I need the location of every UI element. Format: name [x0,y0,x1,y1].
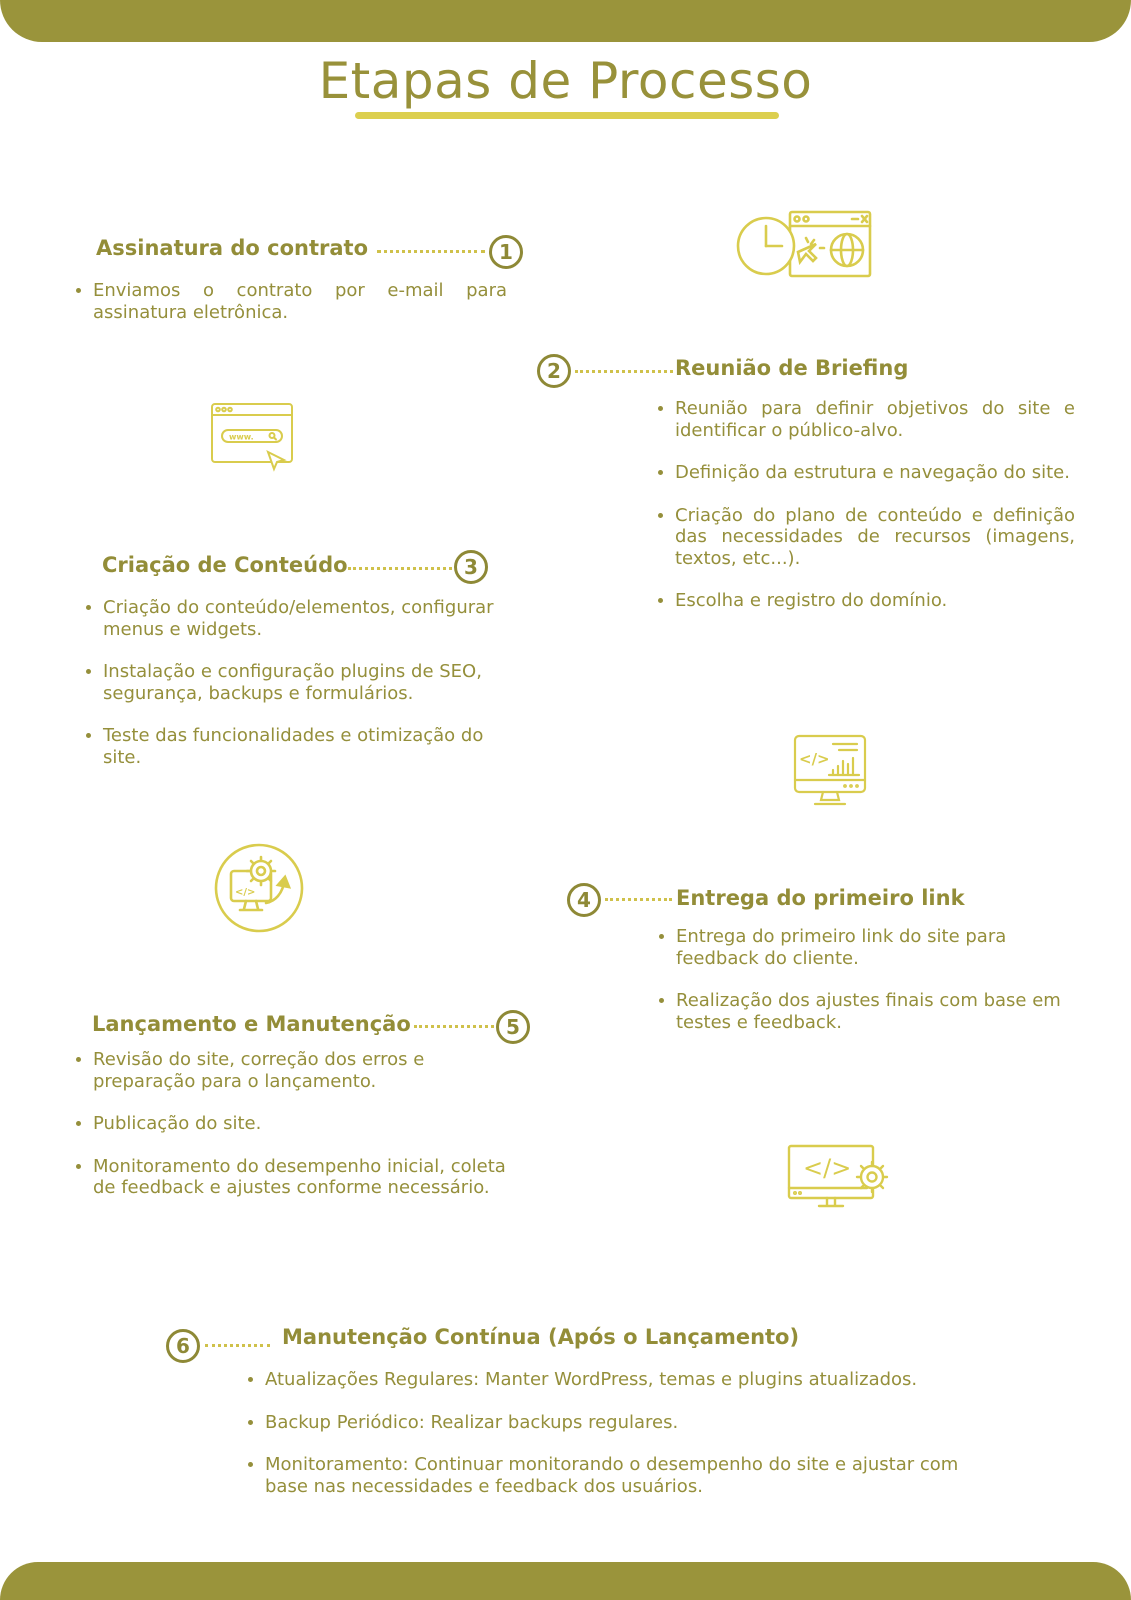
list-item: • Criação do plano de conteúdo e definição das necessidades de recursos (imagens, textos, etc...). [675,505,1075,570]
list-item: • Realização dos ajustes finais com base em testes e feedback. [676,990,1086,1033]
step-5-number: 5 [496,1010,530,1044]
list-item: • Revisão do site, correção dos erros e preparação para o lançamento. [93,1049,513,1092]
list-item: • Backup Periódico: Realizar backups regulares. [265,1412,1005,1434]
step-1-connector [377,250,485,253]
step-2-connector [575,370,673,373]
step-5-list [70,1049,513,1220]
svg-text:</>: </> [799,750,830,768]
step-4-number: 4 [567,883,601,917]
svg-text:</>: </> [235,887,256,898]
step-1-title: Assinatura do contrato [96,236,369,260]
browser-www-search-icon [210,402,294,474]
list-item: • Atualizações Regulares: Manter WordPress, temas e plugins atualizados. [265,1369,1005,1391]
step-3-connector [348,567,452,570]
step-6-connector [205,1344,270,1347]
monitor-code-chart-icon [793,734,867,808]
step-2-title: Reunião de Briefing [675,356,909,380]
step-5-title: Lançamento e Manutenção [92,1012,411,1036]
list-item: • Entrega do primeiro link do site para feedback do cliente. [676,926,1086,969]
step-4-connector [605,898,672,901]
list-item: • Monitoramento do desempenho inicial, coleta de feedback e ajustes conforme necessário. [93,1156,513,1199]
step-2-list [652,398,1075,633]
list-item: • Definição da estrutura e navegação do site. [675,462,1075,484]
step-6-title: Manutenção Contínua (Após o Lançamento) [282,1325,800,1349]
step-6-list [242,1369,1005,1518]
list-item: • Criação do conteúdo/elementos, configurar menus e widgets. [103,597,523,640]
list-item: • Reunião para definir objetivos do site e identificar o público-alvo. [675,398,1075,441]
step-3-list [80,597,523,789]
monitor-gear-arrow-circle-icon [214,843,304,933]
page-title: Etapas de Processo [318,52,813,110]
svg-text:</>: </> [803,1154,852,1182]
list-item: • Enviamos o contrato por e-mail para assinatura eletrônica. [93,280,507,323]
step-4-title: Entrega do primeiro link [676,886,965,910]
list-item: • Monitoramento: Continuar monitorando o desempenho do site e ajustar com base nas necessidades e feedback dos usuários. [265,1454,1005,1497]
step-5-connector [414,1025,494,1028]
clock-browser-globe-icon [736,210,874,282]
step-3-title: Criação de Conteúdo [102,553,348,577]
title-underline [355,112,779,119]
svg-text:www.: www. [229,432,254,442]
step-4-list [653,926,1086,1054]
bottom-band [0,1562,1131,1600]
step-1-number: 1 [489,235,523,269]
list-item: • Escolha e registro do domínio. [675,590,1075,612]
step-1-list [70,280,507,344]
step-6-number: 6 [166,1329,200,1363]
step-3-number: 3 [454,550,488,584]
list-item: • Publicação do site. [93,1113,513,1135]
top-band [0,0,1131,42]
list-item: • Instalação e configuração plugins de SEO, segurança, backups e formulários. [103,661,523,704]
list-item: • Teste das funcionalidades e otimização do site. [103,725,523,768]
monitor-code-gear-icon [787,1144,891,1208]
step-2-number: 2 [537,354,571,388]
